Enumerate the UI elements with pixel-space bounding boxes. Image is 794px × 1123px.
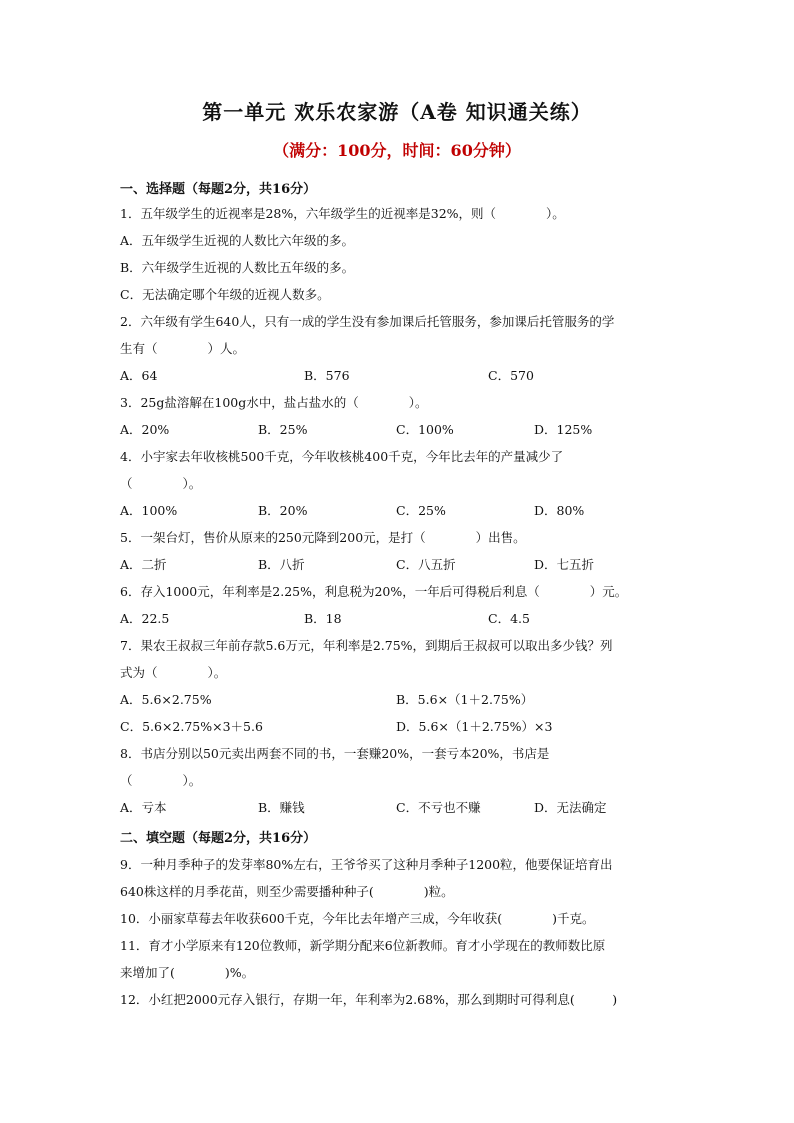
question-3-option-a: A．20% bbox=[120, 422, 170, 437]
question-9-line-2: 640株这样的月季花苗，则至少需要播种种子( )粒。 bbox=[120, 884, 454, 899]
question-7-line-1: 7．果农王叔叔三年前存款5.6万元，年利率是2.75%，到期后王叔叔可以取出多少钱？列 bbox=[120, 638, 613, 653]
question-9-line-1: 9．一种月季种子的发芽率80%左右，王爷爷买了这种月季种子1200粒，他要保证培育出 bbox=[120, 857, 613, 872]
question-6-option-c: C．4.5 bbox=[488, 611, 530, 626]
question-8-line-1: 8．书店分别以50元卖出两套不同的书，一套赚20%，一套亏本20%，书店是 bbox=[120, 746, 550, 761]
question-2-line-1: 2．六年级有学生640人，只有一成的学生没有参加课后托管服务，参加课后托管服务的学 bbox=[120, 314, 615, 329]
question-7-option-b: B．5.6×（1＋2.75%） bbox=[396, 692, 534, 707]
question-1-option-c: C．无法确定哪个年级的近视人数多。 bbox=[120, 287, 330, 302]
question-2-option-a: A．64 bbox=[120, 368, 158, 383]
question-6-option-a: A．22.5 bbox=[120, 611, 170, 626]
question-7-option-d: D．5.6×（1＋2.75%）×3 bbox=[396, 719, 553, 734]
question-4-option-c: C．25% bbox=[396, 503, 446, 518]
question-4-option-a: A．100% bbox=[120, 503, 178, 518]
question-2-line-2: 生有（ ）人。 bbox=[120, 341, 246, 356]
question-5-option-c: C．八五折 bbox=[396, 557, 456, 572]
question-1: 1．五年级学生的近视率是28%，六年级学生的近视率是32%，则（ ）。 bbox=[120, 206, 565, 221]
question-6: 6．存入1000元，年利率是2.25%，利息税为20%，一年后可得税后利息（ ）元。 bbox=[120, 584, 628, 599]
question-5: 5．一架台灯，售价从原来的250元降到200元，是打（ ）出售。 bbox=[120, 530, 526, 545]
question-6-option-b: B．18 bbox=[304, 611, 342, 626]
question-8-option-a: A．亏本 bbox=[120, 800, 167, 815]
section-heading-choice: 一、选择题（每题2分，共16分） bbox=[120, 182, 317, 197]
question-8-option-d: D．无法确定 bbox=[534, 800, 607, 815]
question-5-option-b: B．八折 bbox=[258, 557, 305, 572]
question-8-line-2: （ ）。 bbox=[120, 773, 202, 788]
question-3-option-b: B．25% bbox=[258, 422, 308, 437]
section-heading-fill: 二、填空题（每题2分，共16分） bbox=[120, 831, 317, 846]
question-3: 3．25g盐溶解在100g水中，盐占盐水的（ ）。 bbox=[120, 395, 428, 410]
question-7-line-2: 式为（ ）。 bbox=[120, 665, 227, 680]
question-8-option-c: C．不亏也不赚 bbox=[396, 800, 481, 815]
question-2-option-c: C．570 bbox=[488, 368, 534, 383]
question-2-option-b: B．576 bbox=[304, 368, 350, 383]
question-1-option-b: B．六年级学生近视的人数比五年级的多。 bbox=[120, 260, 355, 275]
exam-info: （满分：100分，时间：60分钟） bbox=[273, 141, 521, 160]
question-3-option-d: D．125% bbox=[534, 422, 593, 437]
question-7-option-c: C．5.6×2.75%×3＋5.6 bbox=[120, 719, 263, 734]
question-4-option-b: B．20% bbox=[258, 503, 308, 518]
question-12: 12．小红把2000元存入银行，存期一年，年利率为2.68%，那么到期时可得利息( ) bbox=[120, 992, 618, 1007]
page-title: 第一单元 欢乐农家游（A卷 知识通关练） bbox=[202, 100, 592, 124]
question-4-line-1: 4．小宇家去年收核桃500千克，今年收核桃400千克，今年比去年的产量减少了 bbox=[120, 449, 564, 464]
question-11-line-1: 11．育才小学原来有120位教师，新学期分配来6位新教师。育才小学现在的教师数比原 bbox=[120, 938, 606, 953]
question-4-line-2: （ ）。 bbox=[120, 476, 202, 491]
question-10: 10．小丽家草莓去年收获600千克，今年比去年增产三成，今年收获( )千克。 bbox=[120, 911, 595, 926]
question-3-option-c: C．100% bbox=[396, 422, 454, 437]
question-11-line-2: 来增加了( )%。 bbox=[120, 965, 255, 980]
question-5-option-a: A．二折 bbox=[120, 557, 167, 572]
question-4-option-d: D．80% bbox=[534, 503, 585, 518]
question-5-option-d: D．七五折 bbox=[534, 557, 595, 572]
question-8-option-b: B．赚钱 bbox=[258, 800, 305, 815]
question-7-option-a: A．5.6×2.75% bbox=[120, 692, 212, 707]
question-1-option-a: A．五年级学生近视的人数比六年级的多。 bbox=[120, 233, 355, 248]
